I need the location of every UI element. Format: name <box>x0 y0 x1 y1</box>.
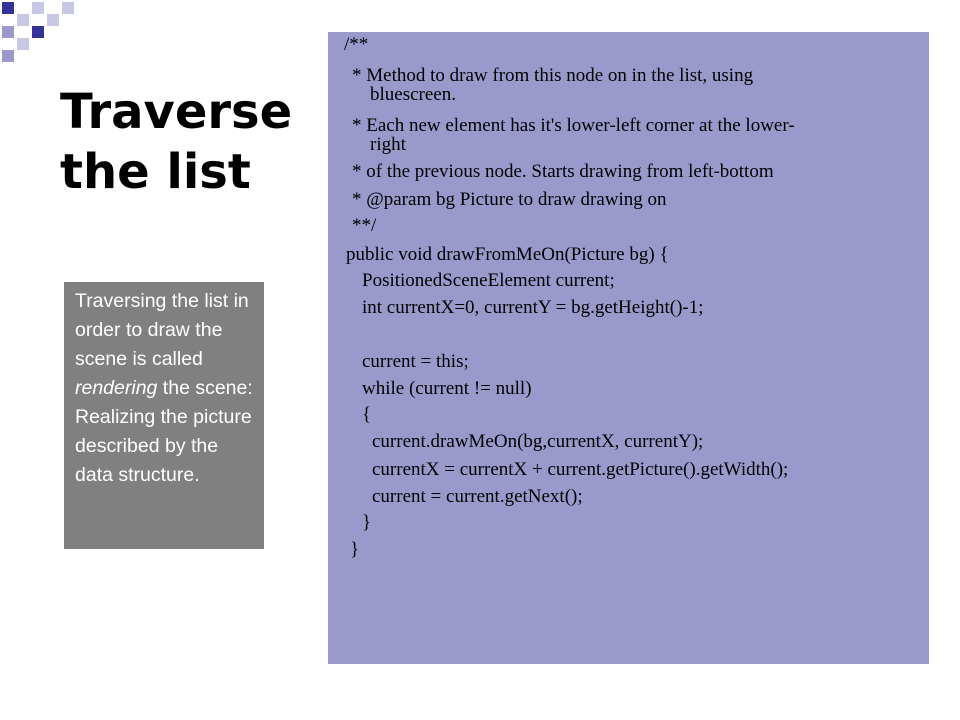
code-line-continuation: bluescreen. <box>370 84 456 105</box>
code-line: **/ <box>352 215 377 236</box>
note-text: Traversing the list in order to draw the scene is called <box>75 290 249 370</box>
code-line-continuation: right <box>370 134 406 155</box>
deco-square <box>2 26 14 38</box>
code-line <box>352 116 795 154</box>
note-text: the scene: Realizing the picture described by the data structure. <box>75 377 253 486</box>
code-line: * of the previous node. Starts drawing from left-bottom <box>352 161 774 182</box>
corner-decoration <box>0 0 80 60</box>
code-line: int currentX=0, currentY = bg.getHeight()-1; <box>362 297 704 318</box>
code-line: current.drawMeOn(bg,currentX, currentY); <box>372 431 704 452</box>
slide-title-line: the list <box>60 144 251 200</box>
code-line: * @param bg Picture to draw drawing on <box>352 189 667 210</box>
code-line: { <box>362 404 372 425</box>
rendering-note-box <box>64 282 264 549</box>
slide-title-line: Traverse <box>60 84 293 140</box>
deco-square <box>62 2 74 14</box>
code-line: current = current.getNext(); <box>372 486 583 507</box>
deco-square <box>2 2 14 14</box>
deco-square <box>17 14 29 26</box>
deco-square <box>47 14 59 26</box>
slide-title <box>60 82 310 202</box>
code-line: /** <box>344 34 369 55</box>
code-line: public void drawFromMeOn(Picture bg) { <box>346 244 669 265</box>
code-line: } <box>362 512 372 533</box>
deco-square <box>2 50 14 62</box>
deco-square <box>32 26 44 38</box>
code-line-text: * Each new element has it's lower-left corner at the lower- <box>352 115 795 136</box>
code-line <box>352 66 753 104</box>
code-line-text: * Method to draw from this node on in the list, using <box>352 65 754 86</box>
code-line: while (current != null) <box>362 378 532 399</box>
deco-square <box>32 2 44 14</box>
note-emphasis: rendering <box>75 377 158 399</box>
code-panel <box>328 32 929 664</box>
code-line: } <box>350 539 360 560</box>
code-line: current = this; <box>362 351 469 372</box>
code-line: currentX = currentX + current.getPicture().getWidth(); <box>372 459 789 480</box>
deco-square <box>17 38 29 50</box>
code-line: PositionedSceneElement current; <box>362 270 615 291</box>
